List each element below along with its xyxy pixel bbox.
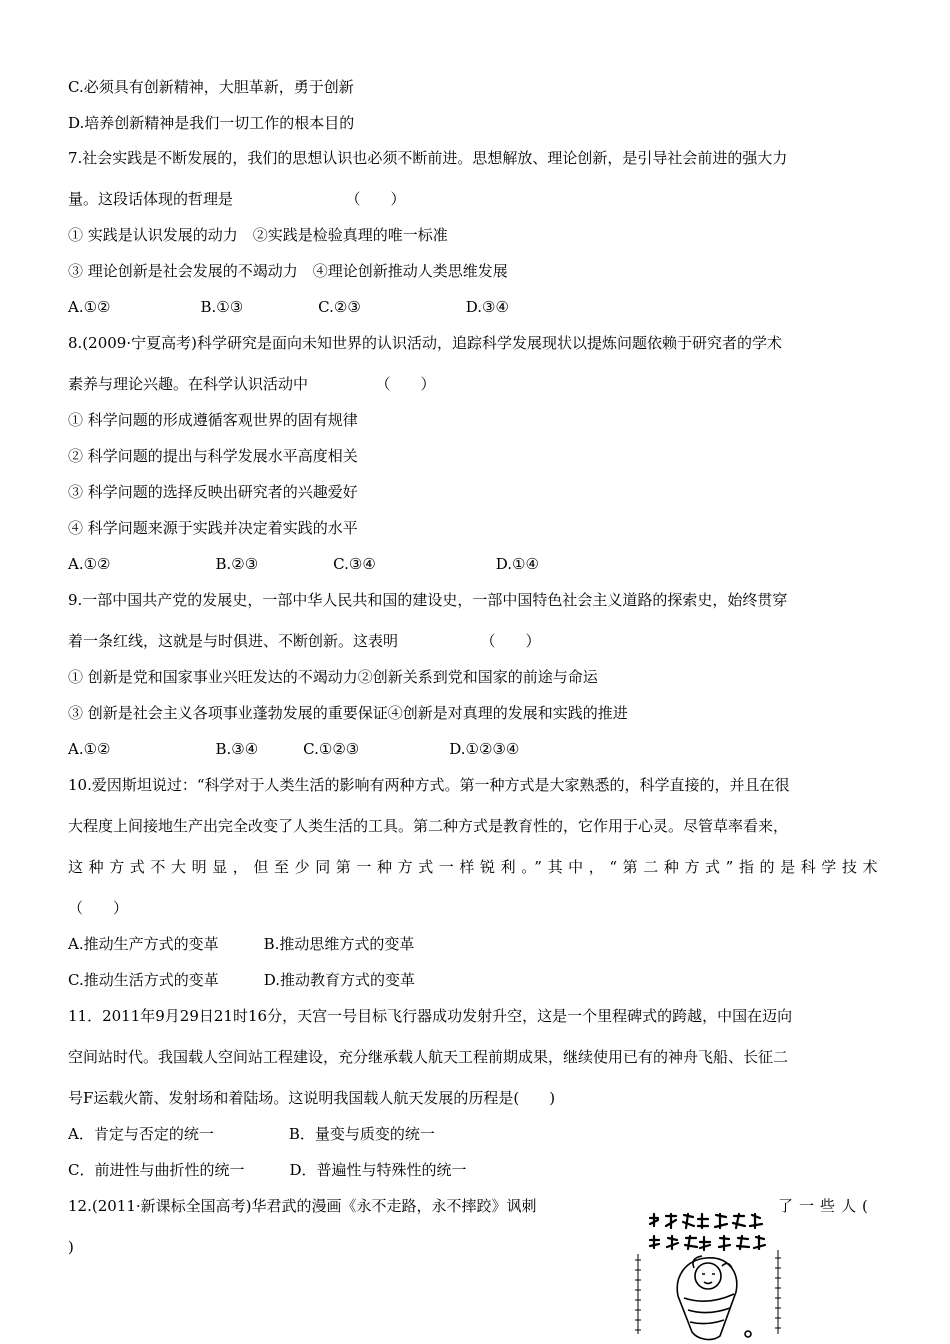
option-d-q6: D.培养创新精神是我们一切工作的根本目的: [68, 114, 355, 132]
question-9-line-2: 着一条红线，这就是与时俱进、不断创新。这表明 （ ）: [68, 632, 541, 650]
q10-options-c-d: C.推动生活方式的变革 D.推动教育方式的变革: [68, 971, 415, 989]
question-11-line-3: 号F运载火箭、发射场和着陆场。这说明我国载人航天发展的历程是( ): [68, 1089, 556, 1107]
q8-statement-3: ③ 科学问题的选择反映出研究者的兴趣爱好: [68, 483, 358, 501]
option-c-q6: C.必须具有创新精神，大胆革新，勇于创新: [68, 78, 354, 96]
question-7-line-2: 量。这段话体现的哲理是 （ ）: [68, 190, 406, 208]
q11-options-c-d: C．前进性与曲折性的统一 D．普遍性与特殊性的统一: [68, 1161, 467, 1179]
q9-statement-1-2: ① 创新是党和国家事业兴旺发达的不竭动力②创新关系到党和国家的前途与命运: [68, 668, 598, 686]
question-8-line-2: 素养与理论兴趣。在科学认识活动中 （ ）: [68, 375, 436, 393]
q7-statement-1-2: ① 实践是认识发展的动力 ②实践是检验真理的唯一标准: [68, 226, 448, 244]
cartoon-drawing: [628, 1210, 788, 1344]
question-12-line-1-end: 了一些人(: [778, 1197, 874, 1215]
question-10-line-3: 这种方式不大明显，但至少同第一种方式一样锐利。”其中，“第二种方式”指的是科学技术: [68, 858, 884, 876]
q9-statement-3-4: ③ 创新是社会主义各项事业蓬勃发展的重要保证④创新是对真理的发展和实践的推进: [68, 704, 628, 722]
question-12-line-2: ): [68, 1238, 74, 1256]
question-12-line-1: 12.(2011·新课标全国高考)华君武的漫画《永不走路，永不摔跤》讽刺: [68, 1197, 537, 1215]
question-11-line-1: 11．2011年9月29日21时16分，天宫一号目标飞行器成功发射升空，这是一个里程碑式的跨越，中国在迈向: [68, 1007, 793, 1025]
q8-statement-2: ② 科学问题的提出与科学发展水平高度相关: [68, 447, 358, 465]
q8-statement-4: ④ 科学问题来源于实践并决定着实践的水平: [68, 519, 358, 537]
q8-options: A.①② B.②③ C.③④ D.①④: [68, 555, 539, 573]
q9-options: A.①② B.③④ C.①②③ D.①②③④: [68, 740, 520, 758]
question-10-line-1: 10.爱因斯坦说过：“科学对于人类生活的影响有两种方式。第一种方式是大家熟悉的，科学直接的，并且在很: [68, 776, 790, 794]
q11-options-a-b: A．肯定与否定的统一 B．量变与质变的统一: [68, 1125, 435, 1143]
question-9-line-1: 9.一部中国共产党的发展史，一部中华人民共和国的建设史，一部中国特色社会主义道路的探索史，始终贯穿: [68, 591, 788, 609]
question-11-line-2: 空间站时代。我国载人空间站工程建设，充分继承载人航天工程前期成果，继续使用已有的神舟飞船、长征二: [68, 1048, 789, 1066]
question-10-line-2: 大程度上间接地生产出完全改变了人类生活的工具。第二种方式是教育性的，它作用于心灵。尽管草率看来，: [68, 817, 789, 835]
question-8-line-1: 8.(2009·宁夏高考)科学研究是面向未知世界的认识活动，追踪科学发展现状以提炼问题依赖于研究者的学术: [68, 334, 782, 352]
question-10-line-4: （ ）: [68, 899, 129, 917]
question-7-line-1: 7.社会实践是不断发展的，我们的思想认识也必须不断前进。思想解放、理论创新，是引导社会前进的强大力: [68, 149, 788, 167]
q8-statement-1: ① 科学问题的形成遵循客观世界的固有规律: [68, 411, 358, 429]
q7-statement-3-4: ③ 理论创新是社会发展的不竭动力 ④理论创新推动人类思维发展: [68, 262, 508, 280]
q10-options-a-b: A.推动生产方式的变革 B.推动思维方式的变革: [68, 935, 415, 953]
cartoon-image: [628, 1210, 788, 1344]
q7-options: A.①② B.①③ C.②③ D.③④: [68, 298, 509, 316]
